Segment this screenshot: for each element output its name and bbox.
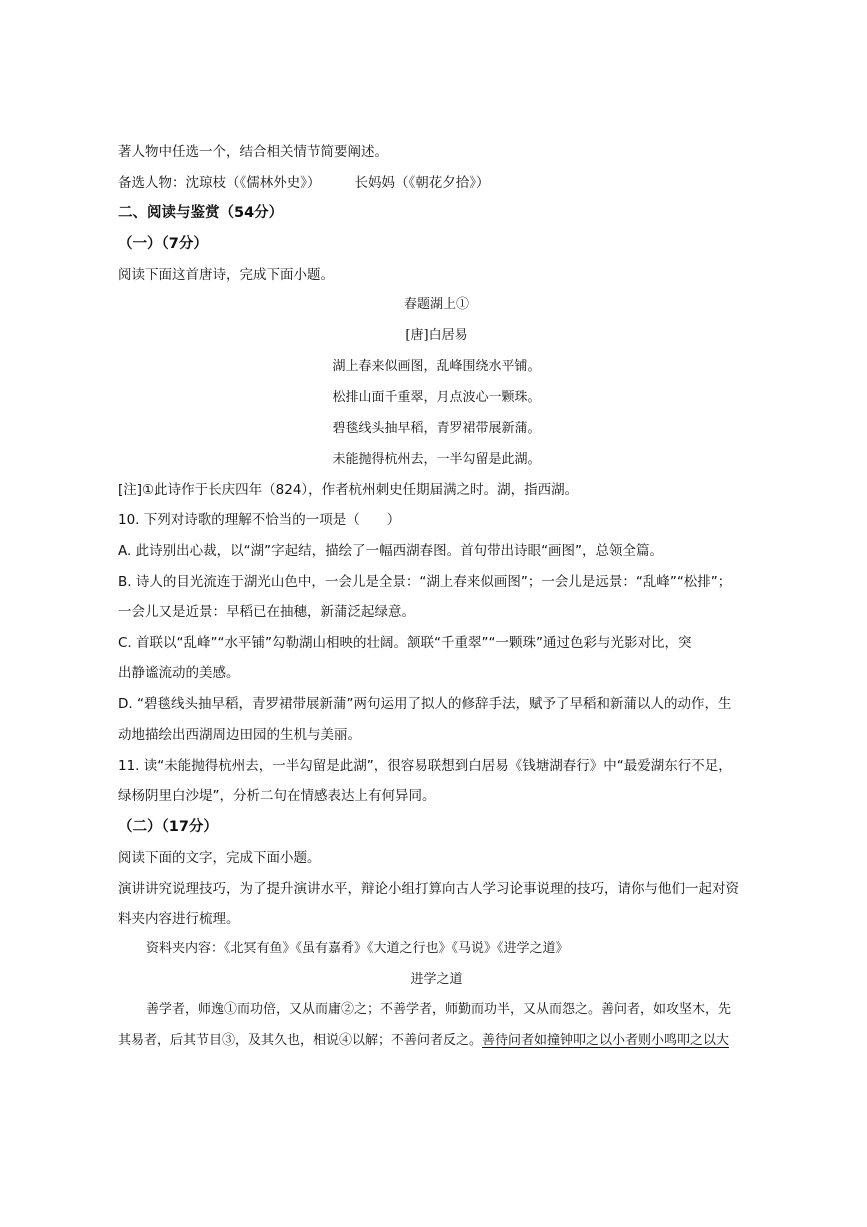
part2-heading: （二）（17分） <box>118 819 218 835</box>
poem-line: 未能抛得杭州去，一半勾留是此湖。 <box>332 452 541 467</box>
part1-heading: （一）（7分） <box>118 236 208 252</box>
poem-note: [注]①此诗作于长庆四年（824），作者杭州刺史任期届满之时。湖，指西湖。 <box>118 482 579 498</box>
candidates-line <box>118 173 490 193</box>
candidate-1: 备选人物：沈琼枝（《儒林外史》） <box>118 175 321 191</box>
passage-title: 进学之道 <box>410 972 463 987</box>
candidate-2: 长妈妈（《朝花夕拾》） <box>354 175 490 191</box>
q10-option-d-cont: 动地描绘出西湖周边田园的生机与美丽。 <box>118 727 361 743</box>
part2-context: 演讲讲究说理技巧，为了提升演讲水平，辩论小组打算向古人学习论事说理的技巧，请你与他们一起对资 <box>118 881 739 897</box>
q11-stem: 11. 读“未能抛得杭州去，一半勾留是此湖”，很容易联想到白居易《钱塘湖春行》中“最爱湖东行不足， <box>118 758 732 774</box>
passage-text: 其易者，后其节目③，及其久也，相说④以解；不善问者反之。 <box>118 1033 483 1048</box>
q10-option-d: D. “碧毯线头抽早稻，青罗裙带展新蒲”两句运用了拟人的修辞手法，赋予了早稻和新蒲以人的动作，生 <box>118 696 732 712</box>
underlined-sentence: 善待问者如撞钟叩之以小者则小鸣叩之以大 <box>482 1033 730 1048</box>
q10-stem: 10. 下列对诗歌的理解不恰当的一项是（ ） <box>118 512 401 528</box>
q11-stem-cont: 绿杨阴里白沙堤”，分析二句在情感表达上有何异同。 <box>118 788 436 804</box>
passage-line: 善学者，师逸①而功倍，又从而庸②之；不善学者，师勤而功半，又从而怨之。善问者，如攻坚木，先 <box>146 1002 732 1017</box>
q10-option-a: A. 此诗别出心裁，以“湖”字起结，描绘了一幅西湖春图。首句带出诗眼“画图”，总领全篇。 <box>118 543 664 559</box>
poem-line: 湖上春来似画图，乱峰围绕水平铺。 <box>332 359 541 374</box>
passage-line-2 <box>118 1031 729 1051</box>
q10-option-c-cont: 出静谧流动的美感。 <box>118 665 240 681</box>
q10-option-c: C. 首联以“乱峰”“水平铺”勾勒湖山相映的壮阔。颔联“千重翠”“一颗珠”通过色彩与光影对比，突 <box>118 635 692 651</box>
part1-instruction: 阅读下面这首唐诗，完成下面小题。 <box>118 267 334 283</box>
poem-line: 松排山面千重翠，月点波心一颗珠。 <box>332 390 541 405</box>
section-heading: 二、阅读与鉴赏（54分） <box>118 205 284 221</box>
poem-author: [唐]白居易 <box>405 328 468 343</box>
intro-line: 著人物中任选一个，结合相关情节简要阐述。 <box>118 144 388 160</box>
folder-contents: 资料夹内容：《北冥有鱼》《虽有嘉肴》《大道之行也》《马说》《进学之道》 <box>146 941 569 956</box>
poem-line: 碧毯线头抽早稻，青罗裙带展新蒲。 <box>332 421 541 436</box>
q10-option-b-cont: 一会儿又是近景：早稻已在抽穗，新蒲泛起绿意。 <box>118 604 415 620</box>
q10-option-b: B. 诗人的目光流连于湖光山色中，一会儿是全景：“湖上春来似画图”；一会儿是远景：“乱峰”“松排”； <box>118 574 732 590</box>
part2-context-cont: 料夹内容进行梳理。 <box>118 911 240 927</box>
part2-instruction: 阅读下面的文字，完成下面小题。 <box>118 850 321 866</box>
poem-title: 春题湖上① <box>403 297 469 312</box>
